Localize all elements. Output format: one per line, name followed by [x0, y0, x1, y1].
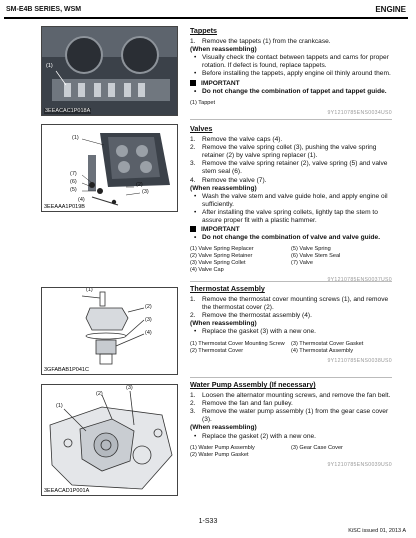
tappets-image-code: 3EEACAC1P018A [45, 108, 91, 114]
valves-callout-3: (3) [142, 189, 149, 195]
page-header [0, 0, 416, 24]
waterpump-doc-code: 9Y1210785ENS0039US0 [327, 461, 392, 468]
chapter-title: ENGINE [375, 5, 406, 14]
valves-important: IMPORTANT [190, 226, 392, 234]
valves-callout-1: (1) [72, 135, 79, 141]
waterpump-when: (When reassembling) [190, 424, 257, 432]
thermostat-when: (When reassembling) [190, 320, 257, 328]
valves-photo-illustration [42, 125, 178, 212]
waterpump-legend: (1) Water Pump Assembly (3) Gear Case Cover (2) Water Pump Gasket [190, 444, 343, 458]
tappets-important: IMPORTANT [190, 80, 392, 88]
thermostat-legend: (1) Thermostat Cover Mounting Screw (3) Thermostat Cover Gasket (2) Thermostat Cover (4) Thermostat Assembly [190, 340, 364, 354]
valves-callout-2: (2) [136, 182, 143, 188]
valves-callout-4: (4) [78, 197, 85, 203]
valves-section [190, 125, 392, 284]
tappets-section [190, 27, 392, 117]
tappets-when: (When reassembling) [190, 46, 257, 54]
tappets-title: Tappets [190, 26, 218, 35]
section-divider [190, 377, 392, 378]
thermostat-callout-3: (3) [145, 317, 152, 323]
valves-callout-6: (6) [70, 179, 77, 185]
tappets-step: 1. Remove the tappets (1) from the crankcase. [190, 38, 331, 46]
waterpump-drawing-illustration [42, 385, 178, 496]
section-divider [190, 281, 392, 282]
issue-note: KiSC issued 01, 2013 A [348, 528, 406, 534]
tappets-photo [41, 26, 178, 116]
tappets-photo-illustration [42, 27, 178, 116]
thermostat-callout-4: (4) [145, 330, 152, 336]
waterpump-callout-1: (1) [56, 403, 63, 409]
thermostat-title: Thermostat Assembly [190, 284, 265, 293]
waterpump-image-code: 3EEACAD1P001A [44, 488, 90, 494]
thermostat-step: 1. Remove the thermostat cover mounting screws (1), and remove the thermostat cover (2). [190, 296, 389, 312]
thermostat-bullet: • Replace the gasket (3) with a new one. [194, 328, 316, 336]
thermostat-drawing-illustration [42, 288, 178, 375]
tappets-doc-code: 9Y1210785ENS0034US0 [327, 109, 392, 116]
valves-callout-5: (5) [70, 187, 77, 193]
thermostat-step: 2. Remove the thermostat assembly (4). [190, 312, 312, 320]
thermostat-image-code: 3GFABAB1P041C [44, 367, 89, 373]
waterpump-step: 3. Remove the water pump assembly (1) from the gear case cover (3). [190, 408, 389, 424]
tappets-bullet: • Visually check the contact between tappets and cams for proper rotation. If defect is found, replace tappets. [194, 54, 389, 70]
thermostat-section [190, 285, 392, 365]
important-square-icon [190, 80, 196, 86]
valves-step: 3. Remove the valve spring retainer (2), valve spring (5) and valve stem seal (6). [190, 160, 388, 176]
valves-step: 1. Remove the valve caps (4). [190, 136, 283, 144]
valves-when: (When reassembling) [190, 184, 257, 192]
header-rule [4, 17, 408, 19]
valves-bullet: • After installing the valve spring collets, lightly tap the stem to assure proper fit with a plastic hammer. [194, 208, 378, 225]
thermostat-callout-1: (1) [86, 287, 93, 293]
valves-important-item: • Do not change the combination of valve and valve guide. [194, 234, 381, 242]
waterpump-title: Water Pump Assembly (If necessary) [190, 380, 316, 389]
important-square-icon [190, 226, 196, 232]
waterpump-step: 1. Loosen the alternator mounting screws, and remove the fan belt. [190, 392, 391, 400]
valves-legend: (1) Valve Spring Replacer (5) Valve Spring (2) Valve Spring Retainer (6) Valve Stem Seal (3) Valve Spring Collet (7) Valve (4) Valve Cap [190, 246, 341, 274]
valves-callout-7: (7) [70, 171, 77, 177]
thermostat-doc-code: 9Y1210785ENS0038US0 [327, 357, 392, 364]
manual-series: SM-E4B SERIES, WSM [6, 6, 82, 13]
tappets-callout-1: (1) [46, 63, 53, 69]
valves-photo [41, 124, 178, 212]
tappets-important-item: • Do not change the combination of tappet and tappet guide. [194, 87, 387, 95]
valves-image-code: 3EEAAA1P019B [44, 204, 85, 210]
waterpump-bullet: • Replace the gasket (2) with a new one. [194, 432, 316, 440]
valves-title: Valves [190, 124, 213, 133]
valves-step: 2. Remove the valve spring collet (3), pushing the valve spring retainer (2) by valve spring replacer (1). [190, 144, 377, 160]
thermostat-drawing [41, 287, 178, 375]
waterpump-step: 2. Remove the fan and fan pulley. [190, 400, 293, 408]
page-number: 1-S33 [198, 518, 218, 525]
thermostat-callout-2: (2) [145, 304, 152, 310]
valves-bullet: • Wash the valve stem and valve guide hole, and apply engine oil sufficiently. [194, 192, 388, 208]
tappets-bullet: • Before installing the tappets, apply engine oil thinly around them. [194, 70, 391, 78]
valves-step: 4. Remove the valve (7). [190, 176, 267, 184]
waterpump-callout-3: (3) [126, 385, 133, 391]
waterpump-callout-2: (2) [96, 391, 103, 397]
section-divider [190, 119, 392, 120]
tappets-legend: (1) Tappet [190, 99, 216, 106]
waterpump-section [190, 381, 392, 469]
waterpump-drawing [41, 384, 178, 496]
